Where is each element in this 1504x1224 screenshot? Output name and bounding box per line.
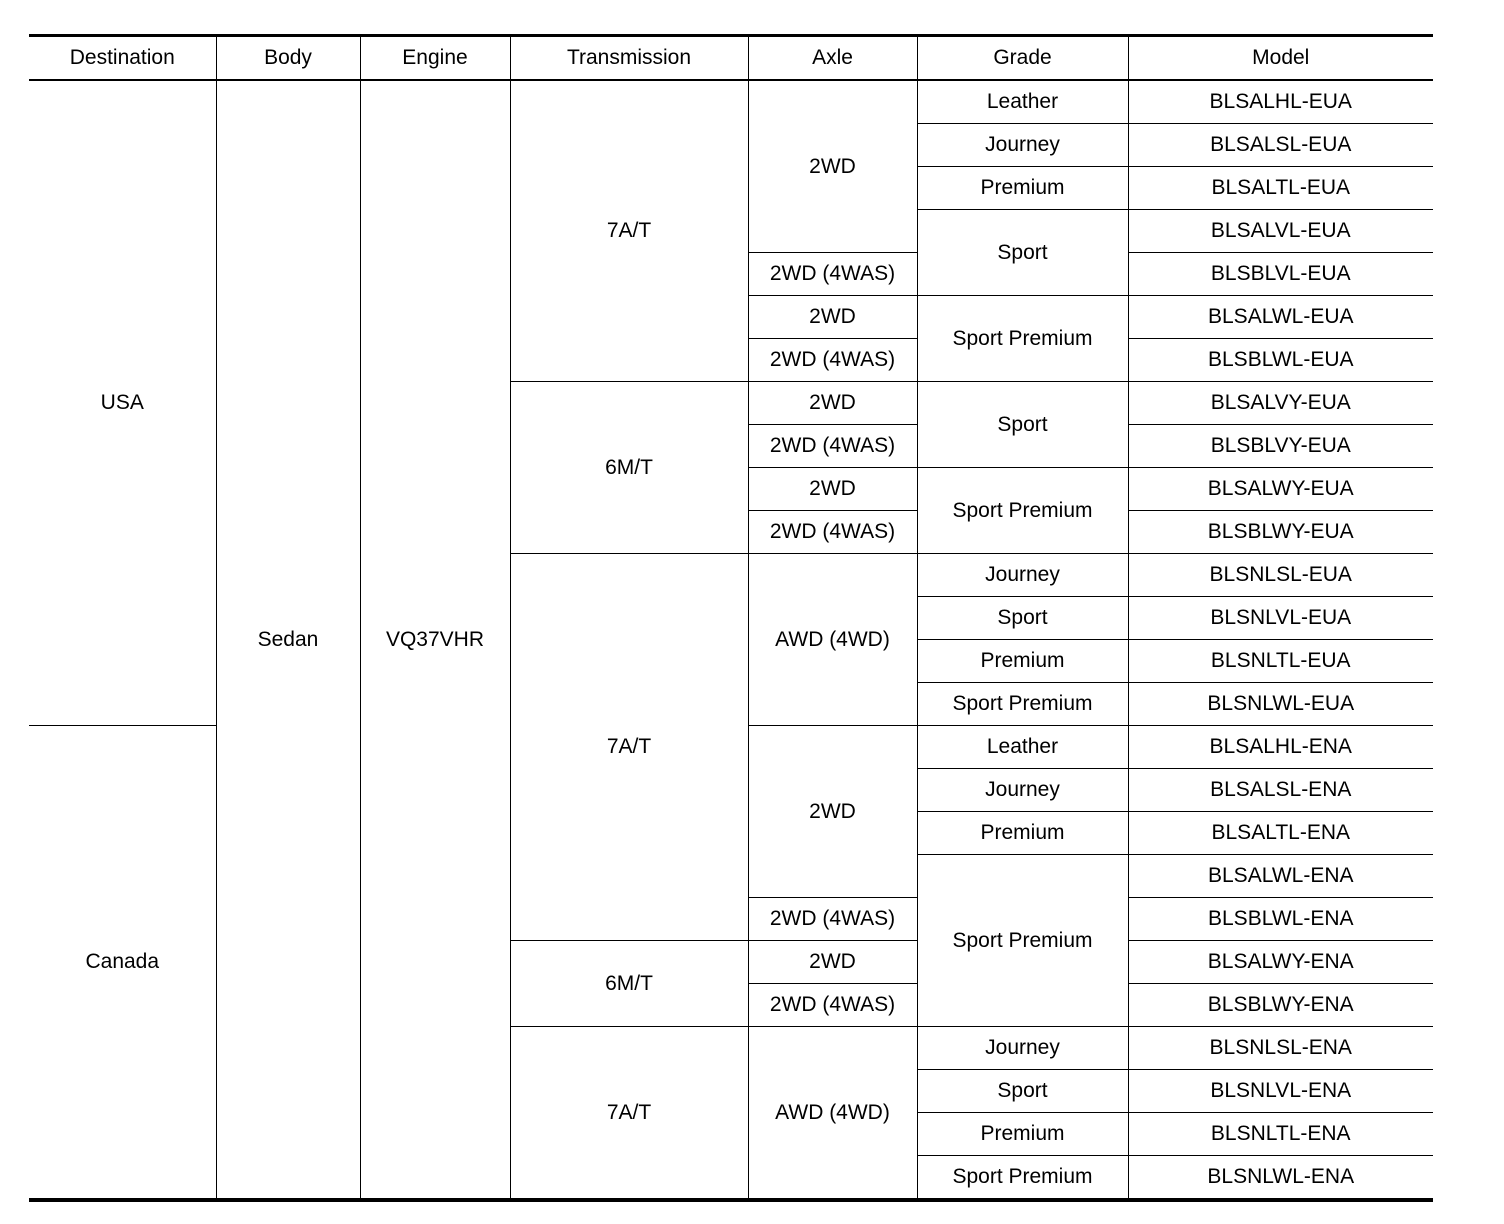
model-table [29,34,1433,1202]
axle-cell: 2WD [748,80,917,253]
axle-cell: 2WD (4WAS) [748,253,917,296]
model-cell: BLSALWY-EUA [1128,468,1433,511]
axle-cell: 2WD (4WAS) [748,511,917,554]
model-cell: BLSALTL-EUA [1128,167,1433,210]
grade-cell: Leather [917,726,1128,769]
axle-cell: 2WD (4WAS) [748,339,917,382]
model-cell: BLSALHL-EUA [1128,80,1433,124]
grade-cell: Sport [917,597,1128,640]
destination-cell: Canada [29,726,216,1201]
header-destination: Destination [29,36,216,81]
grade-cell: Premium [917,812,1128,855]
model-cell: BLSNLSL-ENA [1128,1027,1433,1070]
axle-cell: 2WD [748,726,917,898]
model-cell: BLSNLWL-EUA [1128,683,1433,726]
grade-cell: Premium [917,167,1128,210]
model-cell: BLSNLVL-EUA [1128,597,1433,640]
grade-cell: Premium [917,1113,1128,1156]
transmission-cell: 6M/T [510,382,748,554]
header-grade: Grade [917,36,1128,81]
grade-cell: Sport Premium [917,683,1128,726]
destination-cell: USA [29,80,216,726]
transmission-cell: 7A/T [510,554,748,941]
grade-cell: Sport [917,1070,1128,1113]
header-model: Model [1128,36,1433,81]
model-cell: BLSALWY-ENA [1128,941,1433,984]
axle-cell: AWD (4WD) [748,1027,917,1201]
axle-cell: 2WD [748,296,917,339]
model-cell: BLSALVL-EUA [1128,210,1433,253]
header-axle: Axle [748,36,917,81]
model-cell: BLSNLWL-ENA [1128,1156,1433,1201]
grade-cell: Sport Premium [917,1156,1128,1201]
axle-cell: 2WD (4WAS) [748,425,917,468]
axle-cell: 2WD [748,468,917,511]
axle-cell: 2WD (4WAS) [748,984,917,1027]
axle-cell: 2WD [748,382,917,425]
model-cell: BLSNLSL-EUA [1128,554,1433,597]
model-cell: BLSBLWY-EUA [1128,511,1433,554]
model-cell: BLSBLVL-EUA [1128,253,1433,296]
model-cell: BLSNLVL-ENA [1128,1070,1433,1113]
axle-cell: 2WD (4WAS) [748,898,917,941]
header-engine: Engine [360,36,510,81]
model-cell: BLSALSL-ENA [1128,769,1433,812]
transmission-cell: 6M/T [510,941,748,1027]
engine-cell: VQ37VHR [360,80,510,1200]
model-cell: BLSALSL-EUA [1128,124,1433,167]
grade-cell: Journey [917,769,1128,812]
grade-cell: Sport Premium [917,296,1128,382]
header-row [29,36,1433,81]
model-cell: BLSBLVY-EUA [1128,425,1433,468]
model-cell: BLSNLTL-EUA [1128,640,1433,683]
header-transmission: Transmission [510,36,748,81]
model-cell: BLSALTL-ENA [1128,812,1433,855]
model-cell: BLSALWL-EUA [1128,296,1433,339]
grade-cell: Sport Premium [917,468,1128,554]
header-body: Body [216,36,360,81]
model-cell: BLSNLTL-ENA [1128,1113,1433,1156]
model-cell: BLSBLWY-ENA [1128,984,1433,1027]
axle-cell: 2WD [748,941,917,984]
grade-cell: Journey [917,554,1128,597]
grade-cell: Premium [917,640,1128,683]
model-cell: BLSALHL-ENA [1128,726,1433,769]
grade-cell: Journey [917,124,1128,167]
grade-cell: Sport Premium [917,855,1128,1027]
grade-cell: Sport [917,382,1128,468]
transmission-cell: 7A/T [510,80,748,382]
model-cell: BLSBLWL-ENA [1128,898,1433,941]
grade-cell: Sport [917,210,1128,296]
model-cell: BLSBLWL-EUA [1128,339,1433,382]
body-cell: Sedan [216,80,360,1200]
model-cell: BLSALVY-EUA [1128,382,1433,425]
table-row [29,80,1433,124]
axle-cell: AWD (4WD) [748,554,917,726]
grade-cell: Leather [917,80,1128,124]
model-cell: BLSALWL-ENA [1128,855,1433,898]
transmission-cell: 7A/T [510,1027,748,1201]
grade-cell: Journey [917,1027,1128,1070]
